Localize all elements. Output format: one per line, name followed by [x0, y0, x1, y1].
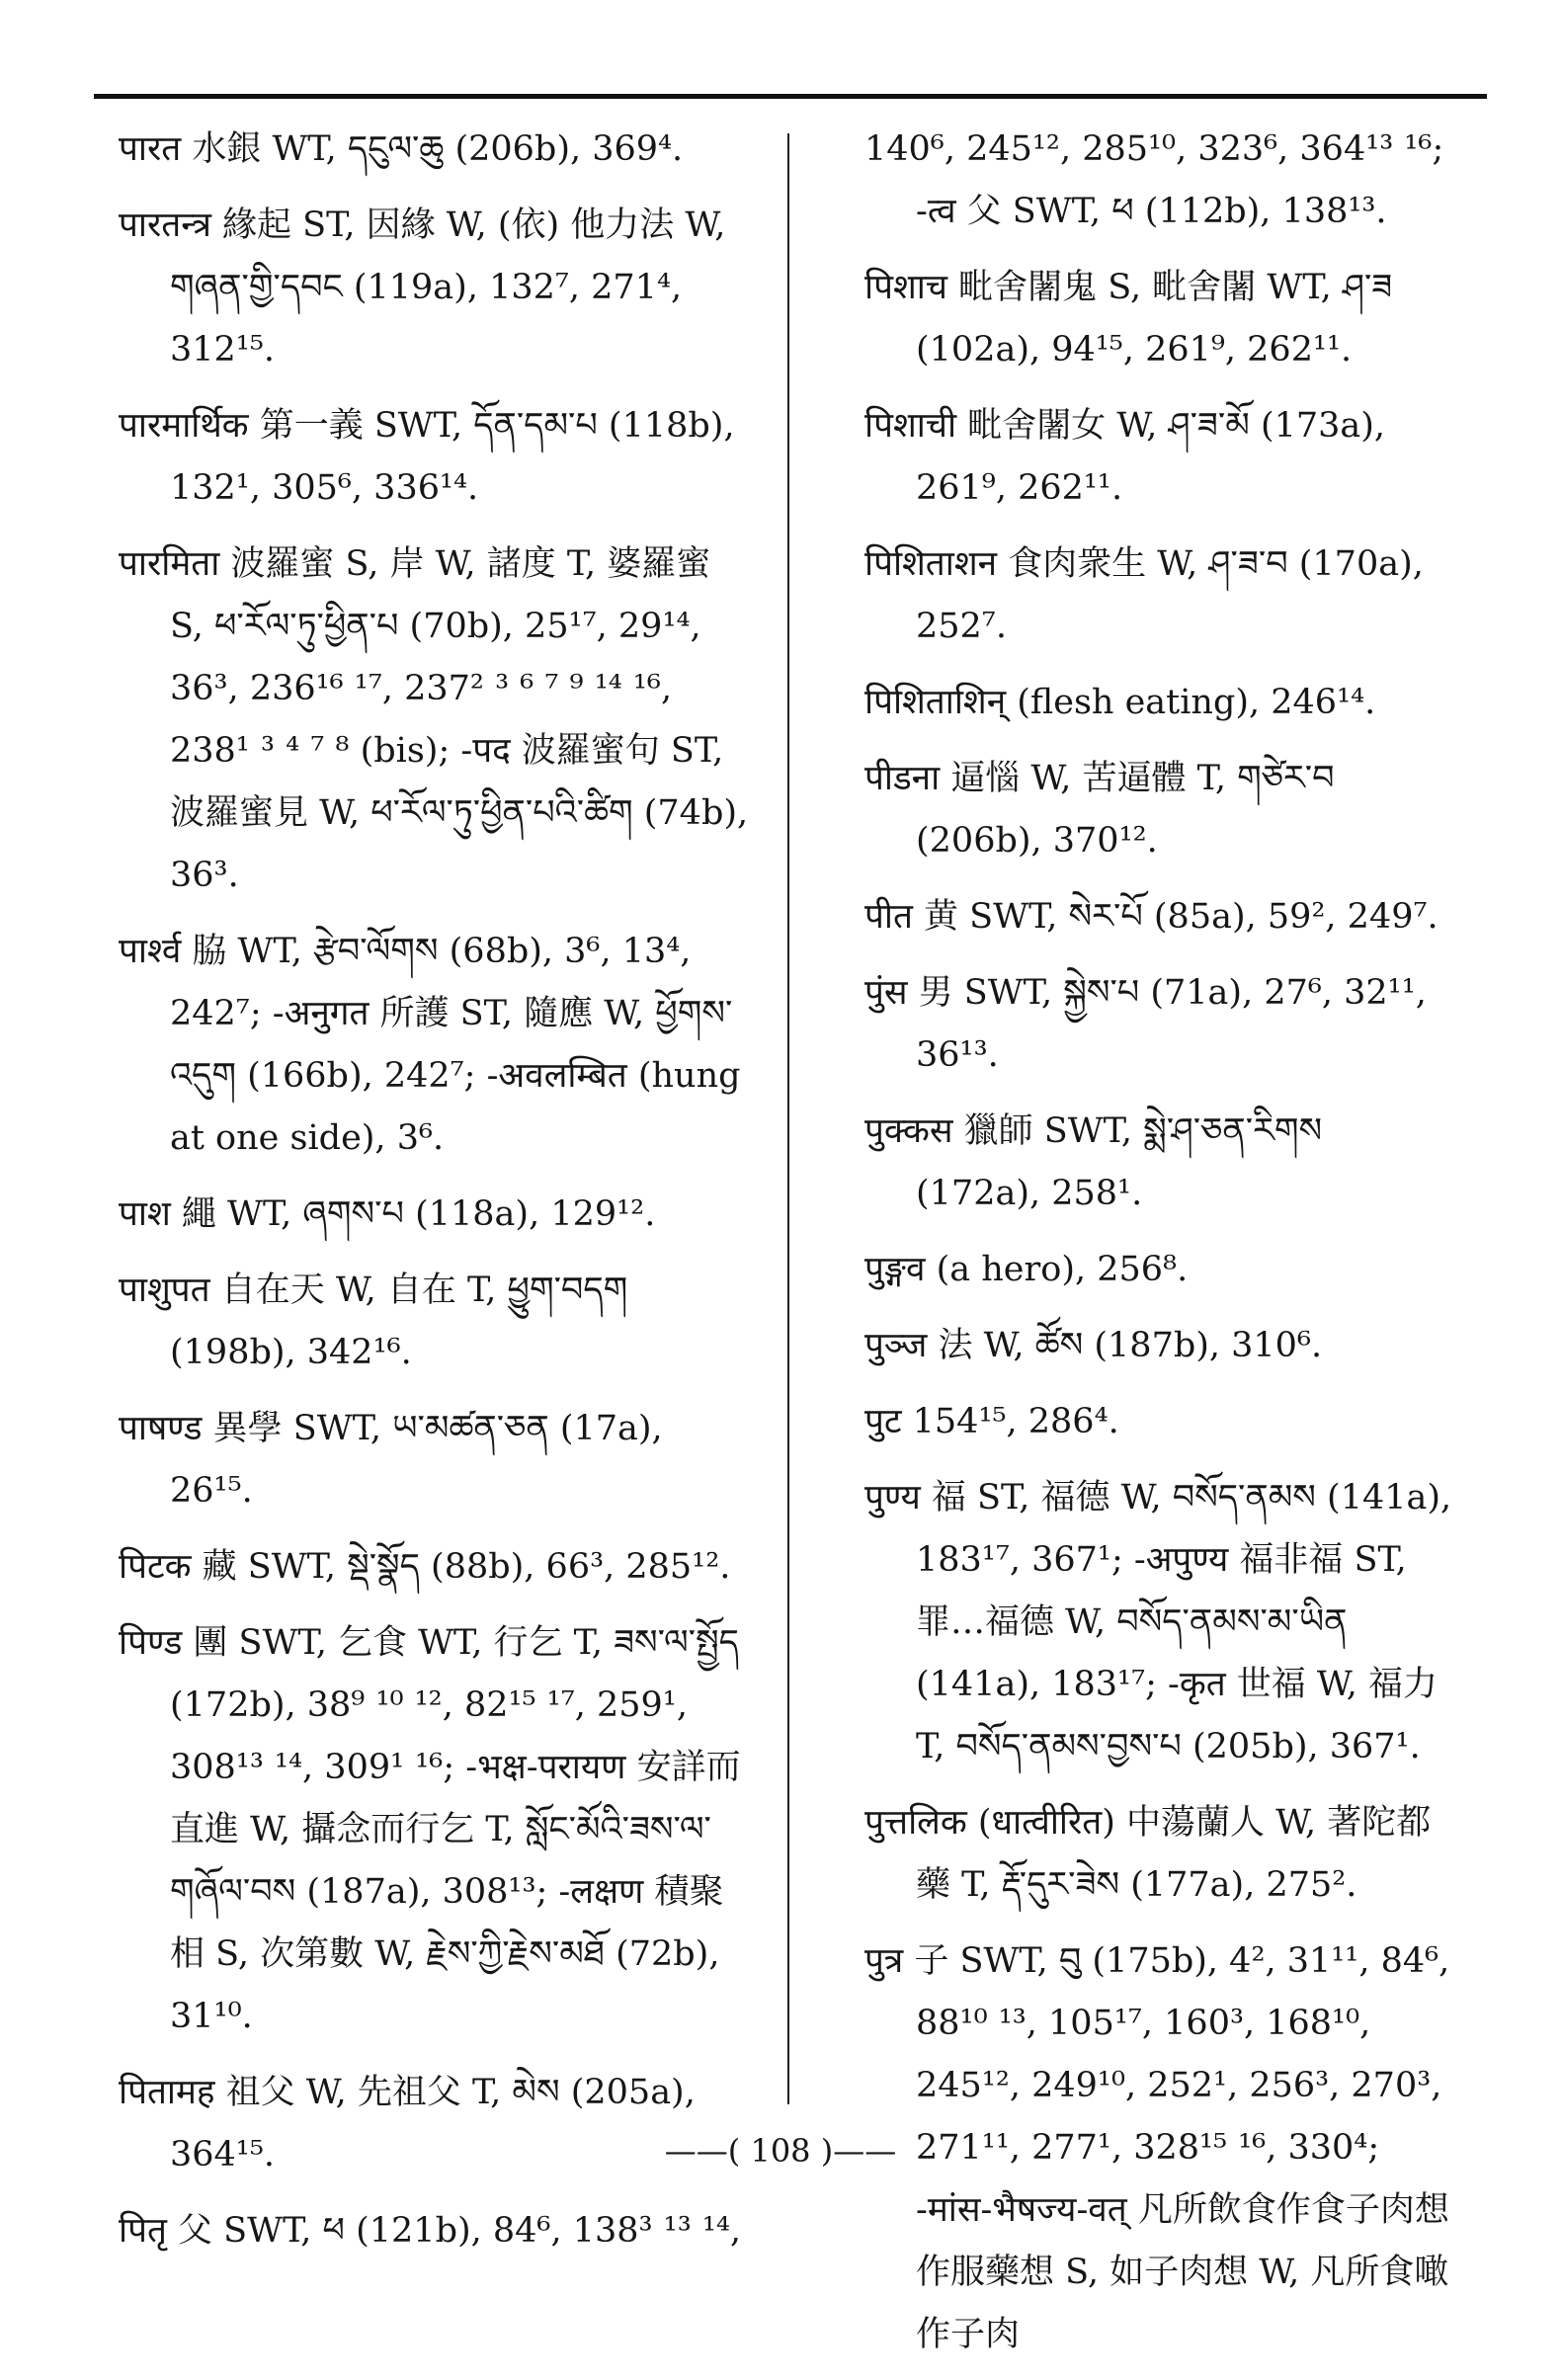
entry-punja: पुञ्ज 法 W, ཚོས (187b), 310⁶. [864, 1326, 1323, 1365]
entry-pukkasa: पुक्कस 獵師 SWT, སྨེ་ཤ་ཅན་རིགས (172a), 258¹. [864, 1111, 1323, 1213]
entry-pungava: पुङ्गव (a hero), 256⁸. [864, 1250, 1189, 1289]
entry-pasha: पाश 繩 WT, ཞགས་པ (118a), 129¹². [119, 1194, 656, 1234]
entry-pishitashin: पिशिताशिन् (flesh eating), 246¹⁴. [864, 683, 1376, 722]
entry-pishitashana: पिशिताशन 食肉衆生 W, ཤ་ཟ་བ (170a), 252⁷. [864, 544, 1424, 646]
entry-putra: पुत्र 子 SWT, བུ (175b), 4², 31¹¹, 84⁶, 88¹⁰ ¹³, 105¹⁷, 160³, 168¹⁰, 245¹², 249¹⁰, 252¹, 256³, 270³, 271¹¹, 277¹, 328¹⁵ ¹⁶, 330⁴; -मांस-भैषज्य-वत् 凡所飲食作食子肉想作服藥想 S, 如子肉想 W, 凡所食噉作子肉 [864, 1941, 1450, 2354]
entry-pitamaha: पितामह 祖父 W, 先祖父 T, མེས (205a), 364¹⁵. [119, 2073, 696, 2175]
top-rule [94, 94, 1487, 99]
entry-pitr: पितृ 父 SWT, ཕ (121b), 84⁶, 138³ ¹³ ¹⁴, [119, 2211, 742, 2251]
entry-pashupata: पाशुपत 自在天 W, 自在 T, ཕྱུག་བདག (198b), 342¹⁶. [119, 1271, 628, 1372]
entry-pishaci: पिशाची 毗舍闍女 W, ཤ་ཟ་མོ (173a), 261⁹, 262¹¹. [864, 406, 1386, 508]
right-column [864, 119, 1457, 2380]
entry-pums: पुंस 男 SWT, སྐྱེས་པ (71a), 27⁶, 32¹¹, 36¹³. [864, 973, 1427, 1075]
entry-puttalika: पुत्तलिक (धात्वीरित) 中蕩蘭人 W, 著陀都藥 T, རྡོ་དུར་ཟེས (177a), 275². [864, 1803, 1432, 1905]
column-divider [787, 133, 789, 2104]
entry-pitr-continued: 140⁶, 245¹², 285¹⁰, 323⁶, 364¹³ ¹⁶; -त्व 父 SWT, ཕ (112b), 138¹³. [864, 129, 1444, 231]
entry-paramarthika: पारमार्थिक 第一義 SWT, དོན་དམ་པ (118b), 132¹, 305⁶, 336¹⁴. [119, 406, 735, 508]
entry-pitaka: पिटक 藏 SWT, སྡེ་སྣོད (88b), 66³, 285¹². [119, 1547, 731, 1587]
entry-pishaca: पिशाच 毗舍闍鬼 S, 毗舍闍 WT, ཤ་ཟ (102a), 94¹⁵, 261⁹, 262¹¹. [864, 268, 1393, 369]
entry-pita: पीत 黄 SWT, སེར་པོ (85a), 59², 249⁷. [864, 897, 1438, 937]
entry-pashanda: पाषण्ड 異學 SWT, ཡ་མཚན་ཅན (17a), 26¹⁵. [119, 1409, 663, 1511]
entry-punya: पुण्य 福 ST, 福德 W, བསོད་ནམས (141a), 183¹⁷, 367¹; -अपुण्य 福非福 ST, 罪…福德 W, བསོད་ནམས་མ་ཡིན (141a), 183¹⁷; -कृत 世福 W, 福力 T, བསོད་ནམས་བྱས་པ (205b), 367¹. [864, 1478, 1452, 1766]
entry-paratantra: पारतन्त्र 緣起 ST, 因緣 W, (依) 他力法 W, གཞན་གྱི་དབང (119a), 132⁷, 271⁴, 312¹⁵. [119, 205, 726, 369]
entry-pidana: पीडना 逼惱 W, 苦逼體 T, གཙེར་བ (206b), 370¹². [864, 759, 1335, 861]
left-column [119, 119, 749, 2276]
page-number: ——( 108 )—— [664, 2132, 897, 2170]
entry-parata: पारत 水銀 WT, དངུལ་ཆུ (206b), 369⁴. [119, 129, 684, 169]
entry-pinda: पिण्ड 團 SWT, 乞食 WT, 行乞 T, ཟས་ལ་སྤྱོད (172b), 38⁹ ¹⁰ ¹², 82¹⁵ ¹⁷, 259¹, 308¹³ ¹⁴, 309¹ ¹⁶; -भक्ष-परायण 安詳而直進 W, 攝念而行乞 T, སློང་མོའི་ཟས་ལ་གཞོལ་བས (187a), 308¹³; -लक्षण 積聚相 S, 次第數 W, རྗེས་ཀྱི་རྗེས་མཐོ (72b), 31¹⁰. [119, 1623, 741, 2036]
entry-puta: पुट 154¹⁵, 286⁴. [864, 1402, 1119, 1441]
entry-paramita: पारमिता 波羅蜜 S, 岸 W, 諸度 T, 婆羅蜜 S, ཕ་རོལ་ཏུ་ཕྱིན་པ (70b), 25¹⁷, 29¹⁴, 36³, 236¹⁶ ¹⁷, 237² ³ ⁶ ⁷ ⁹ ¹⁴ ¹⁶, 238¹ ³ ⁴ ⁷ ⁸ (bis); -पद 波羅蜜句 ST, 波羅蜜見 W, ཕ་རོལ་ཏུ་ཕྱིན་པའི་ཚིག (74b), 36³. [119, 544, 749, 895]
entry-parshva: पार्श्व 脇 WT, རྩེབ་ལོགས (68b), 3⁶, 13⁴, 242⁷; -अनुगत 所護 ST, 隨應 W, ཕྱོགས་འདུག (166b), 242⁷; -अवलम्बित (hung at one side), 3⁶. [119, 932, 741, 1158]
